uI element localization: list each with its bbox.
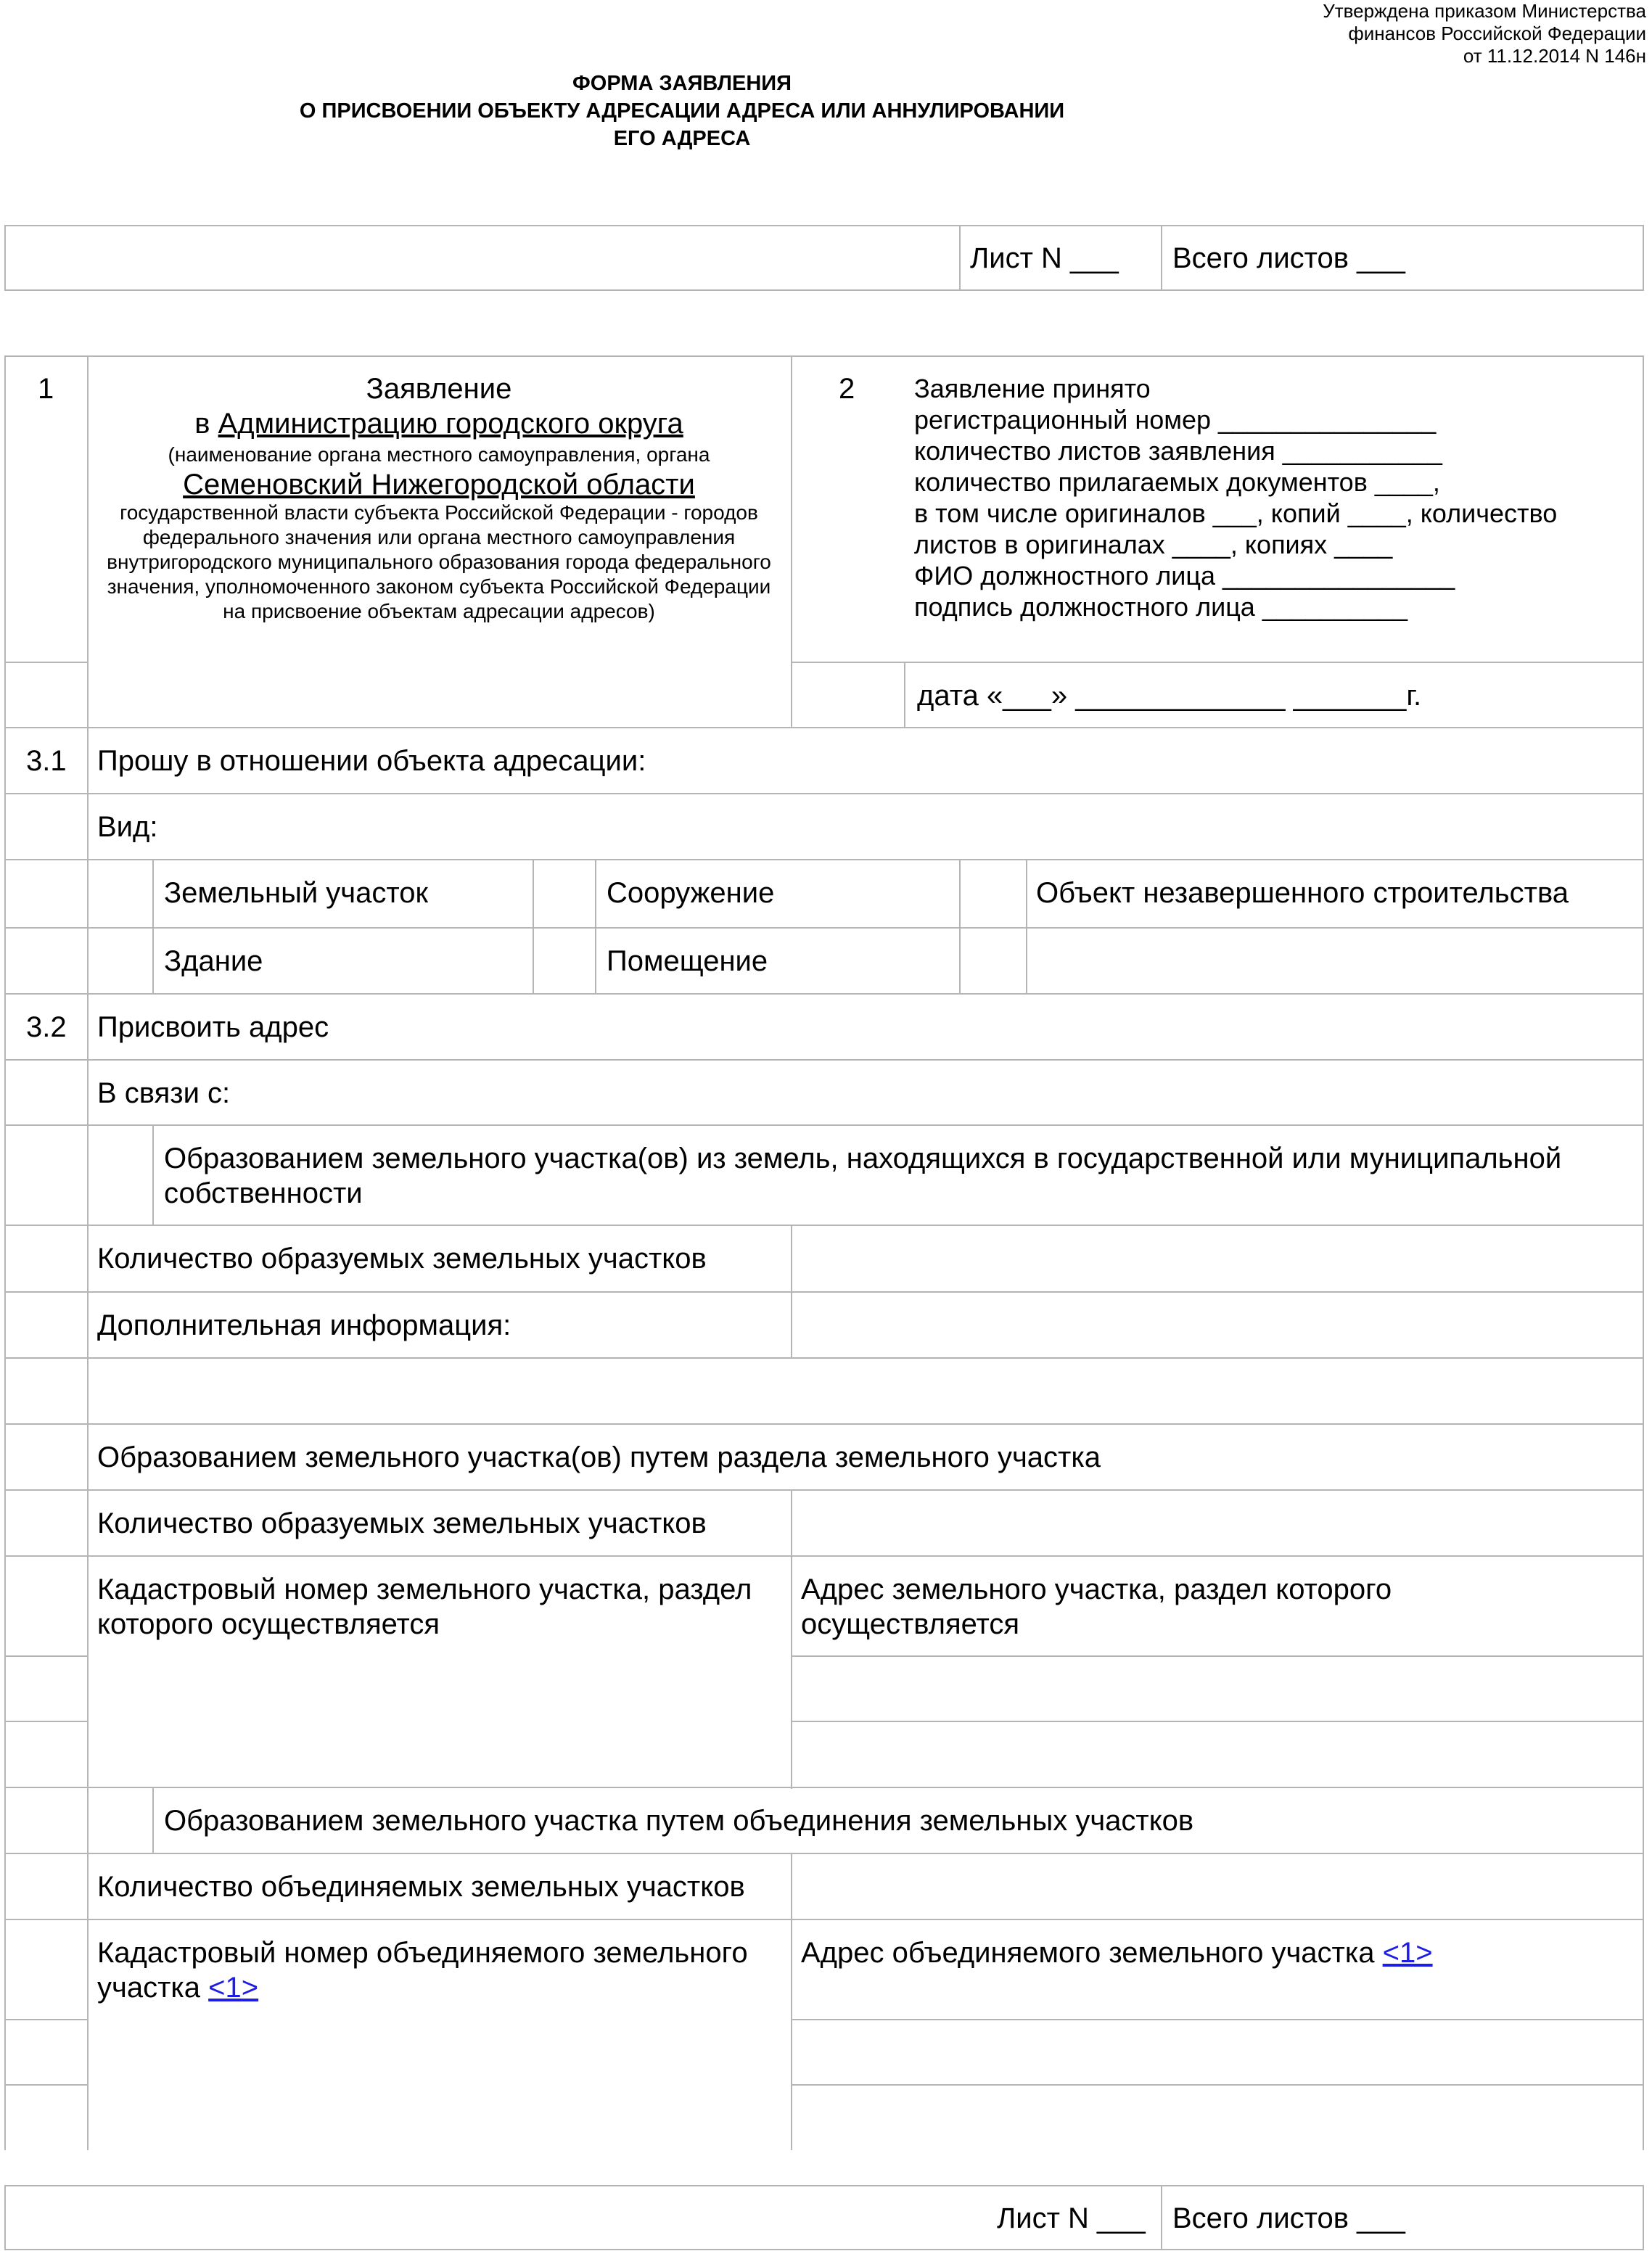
section-3-2-label: Присвоить адрес — [97, 1011, 329, 1043]
table-border — [4, 225, 6, 291]
table-border — [4, 1555, 1644, 1557]
table-border — [4, 727, 1644, 728]
merged-plot-cadastral-label — [97, 1935, 786, 2005]
sheet-total: Всего листов ___ — [1172, 242, 1405, 274]
table-border — [1161, 2185, 1162, 2250]
divided-plot-cadastral-label: Кадастровый номер земельного участка, раздел которого осуществляется — [97, 1573, 752, 1640]
table-border — [4, 1059, 1644, 1061]
reg-number-field: регистрационный номер _______________ — [914, 405, 1437, 435]
table-border — [791, 2084, 1644, 2086]
attached-docs-field: количество прилагаемых документов ____, — [914, 467, 1440, 497]
table-border — [791, 355, 792, 728]
date-field: дата «___» _____________ _______г. — [917, 680, 1422, 712]
table-border — [1026, 859, 1027, 994]
option-building: Здание — [164, 945, 263, 977]
merged-plot-address-text: Адрес объединяемого земельного участка — [801, 1937, 1375, 1969]
table-border — [87, 355, 89, 2150]
recipient-organ-name: Администрацию городского округа — [218, 408, 683, 440]
table-border — [791, 1489, 792, 1789]
section-3-2-number: 3.2 — [26, 1011, 67, 1043]
section-3-1-number: 3.1 — [26, 745, 67, 777]
sheet-number: Лист N ___ — [997, 2202, 1146, 2234]
approval-note — [1211, 0, 1646, 67]
received-label: Заявление принято — [914, 374, 1151, 403]
approval-line: Утверждена приказом Министерства — [1323, 0, 1646, 22]
table-border — [1643, 225, 1644, 291]
recipient-prefix: в — [194, 408, 218, 440]
option-structure: Сооружение — [607, 877, 775, 909]
officer-signature-field: подпись должностного лица __________ — [914, 592, 1408, 622]
reason-label: В связи с: — [97, 1077, 231, 1109]
table-border — [791, 1853, 792, 2150]
approval-line: от 11.12.2014 N 146н — [1463, 45, 1646, 67]
reason-formation-state-land: Образованием земельного участка(ов) из земель, находящихся в государственной или муниципальной собственности — [164, 1143, 1562, 1209]
table-border — [4, 2185, 1644, 2186]
table-border — [4, 289, 1644, 291]
table-border — [4, 927, 1644, 929]
object-kind-label: Вид: — [97, 811, 158, 843]
table-border — [152, 1124, 154, 1226]
table-border — [595, 859, 596, 994]
table-border — [4, 1423, 1644, 1425]
table-border — [4, 355, 1644, 357]
table-border — [4, 793, 1644, 794]
table-border — [4, 225, 1644, 226]
table-border — [959, 859, 961, 994]
table-border — [4, 2084, 89, 2086]
table-border — [4, 662, 89, 663]
table-border — [4, 1721, 89, 1722]
table-border — [4, 1655, 89, 1657]
table-border — [791, 662, 1644, 663]
organ-hint: (наименование органа местного самоуправления, органа — [168, 443, 710, 466]
organ-hint-continued: государственной власти субъекта Российской Федерации - городов федерального значения или органа местного самоуправления внутригородского муниципального образования города федерального значения, уполномоченного законом субъекта Российской Федерации на присвоение объектам адресации адресов) — [107, 501, 771, 622]
table-border — [1643, 355, 1644, 2150]
recipient-organ — [94, 406, 784, 441]
reason-formation-merge: Образованием земельного участка путем объединения земельных участков — [164, 1805, 1194, 1837]
box2-number: 2 — [839, 373, 855, 405]
form-title — [283, 70, 1081, 152]
formed-plots-count-label: Количество образуемых земельных участков — [97, 1507, 707, 1539]
footnote-link[interactable]: <1> — [1382, 1937, 1433, 1969]
additional-info-label: Дополнительная информация: — [97, 1309, 511, 1341]
sheet-number: Лист N ___ — [970, 242, 1119, 274]
table-border — [4, 1853, 1644, 1854]
merged-plot-address-label — [801, 1935, 1433, 1970]
table-border — [1643, 2185, 1644, 2250]
title-line: ЕГО АДРЕСА — [613, 127, 751, 150]
title-line: О ПРИСВОЕНИИ ОБЪЕКТУ АДРЕСАЦИИ АДРЕСА ИЛИ АННУЛИРОВАНИИ — [299, 99, 1065, 123]
divided-plot-address-label: Адрес земельного участка, раздел которого осуществляется — [801, 1573, 1392, 1640]
table-border — [4, 2249, 1644, 2250]
table-border — [959, 225, 961, 291]
table-border — [152, 1787, 154, 1854]
table-border — [4, 1124, 1644, 1126]
sheet-count-field: количество листов заявления ___________ — [914, 436, 1442, 466]
table-border — [533, 859, 534, 994]
footnote-link[interactable]: <1> — [208, 1972, 259, 2004]
originals-copies-field: в том числе оригиналов ___, копий ____, количество — [914, 498, 1558, 528]
table-border — [791, 1721, 1644, 1722]
title-line: ФОРМА ЗАЯВЛЕНИЯ — [572, 72, 792, 95]
table-border — [791, 2019, 1644, 2020]
box1-number: 1 — [38, 373, 54, 405]
table-border — [791, 1655, 1644, 1657]
recipient-organ-name-2: Семеновский Нижегородской области — [183, 469, 695, 501]
table-border — [4, 993, 1644, 995]
sheets-originals-field: листов в оригиналах ____, копиях ____ — [914, 530, 1393, 559]
merged-plot-cadastral-text: Кадастровый номер объединяемого земельного участка — [97, 1937, 748, 2004]
table-border — [4, 1225, 1644, 1226]
approval-line: финансов Российской Федерации — [1348, 22, 1646, 44]
table-border — [4, 1489, 1644, 1491]
option-premises: Помещение — [607, 945, 768, 977]
table-border — [1161, 225, 1162, 291]
statement-heading: Заявление — [366, 373, 512, 405]
formed-plots-count-label: Количество образуемых земельных участков — [97, 1243, 707, 1275]
table-border — [4, 2185, 6, 2250]
section-3-1-label: Прошу в отношении объекта адресации: — [97, 745, 646, 777]
table-border — [152, 859, 154, 994]
merged-plots-count-label: Количество объединяемых земельных участков — [97, 1871, 745, 1903]
table-border — [4, 1357, 1644, 1359]
option-unfinished-construction: Объект незавершенного строительства — [1036, 877, 1569, 909]
table-border — [904, 662, 905, 728]
reason-formation-division: Образованием земельного участка(ов) путем раздела земельного участка — [97, 1441, 1101, 1473]
sheet-total: Всего листов ___ — [1172, 2202, 1405, 2234]
table-border — [4, 1291, 1644, 1293]
table-border — [791, 1225, 792, 1358]
table-border — [4, 2019, 89, 2020]
option-land-plot: Земельный участок — [164, 877, 429, 909]
table-border — [4, 355, 6, 2150]
table-border — [4, 859, 1644, 860]
table-border — [4, 1787, 1644, 1788]
officer-name-field: ФИО должностного лица ________________ — [914, 561, 1455, 590]
table-border — [4, 1919, 1644, 1920]
